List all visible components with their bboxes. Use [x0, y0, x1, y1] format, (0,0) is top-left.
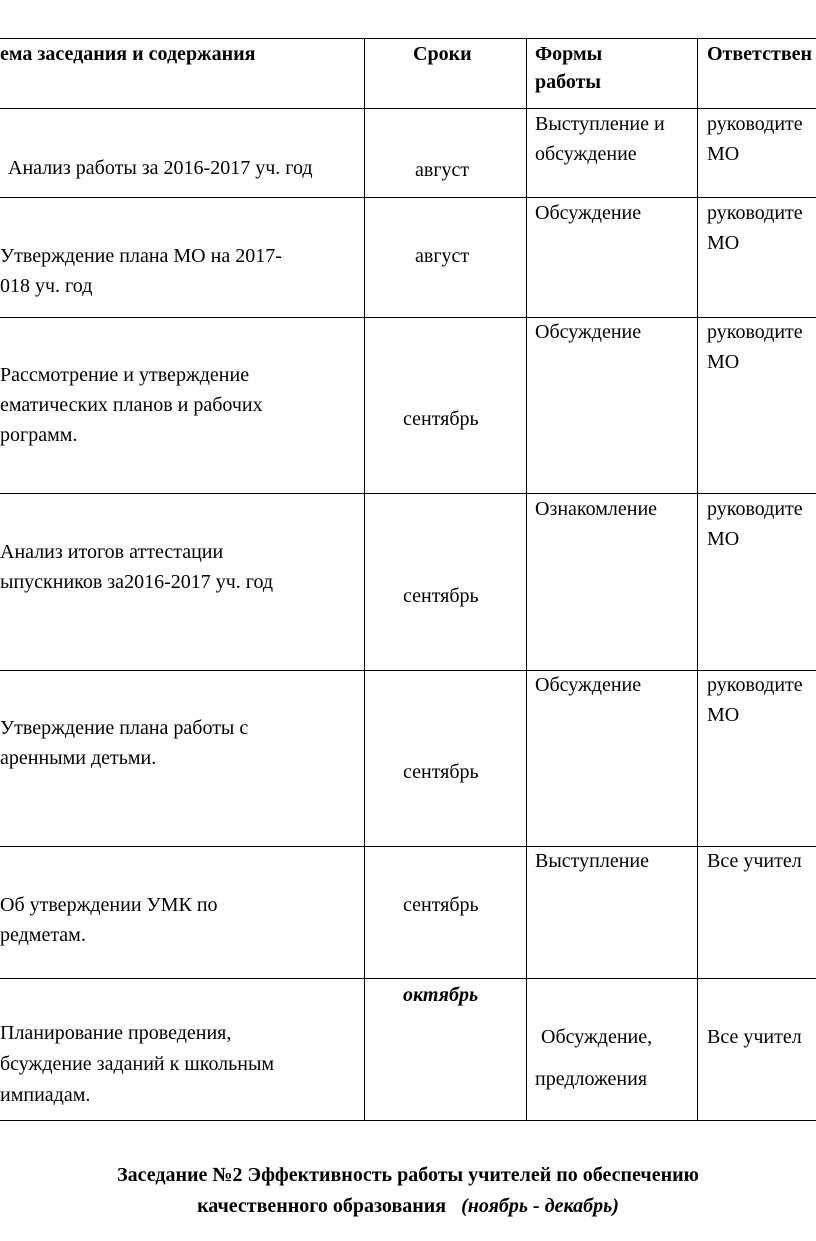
row-term: сентябрь	[403, 408, 479, 430]
row-theme-line: ематических планов и рабочих	[0, 394, 263, 416]
row-form-line: Обсуждение,	[541, 1026, 653, 1048]
column-divider	[526, 38, 527, 1121]
row-responsible-line: МО	[707, 351, 740, 373]
row-responsible-line: МО	[707, 528, 740, 550]
row-theme-line: Об утверждении УМК по	[0, 894, 218, 916]
row-form-line: предложения	[535, 1068, 648, 1090]
section-heading-line1	[0, 1164, 816, 1187]
row-responsible-line: руководите	[707, 321, 803, 343]
row-theme-line: Планирование проведения,	[0, 1022, 232, 1044]
row-form-line: обсуждение	[535, 143, 637, 165]
column-divider	[364, 38, 365, 1121]
row-theme-line: Утверждение плана МО на 2017-	[0, 245, 282, 267]
row-theme-line: импиадам.	[0, 1084, 91, 1106]
row-divider	[0, 108, 816, 109]
row-term: сентябрь	[403, 894, 479, 916]
row-divider	[0, 978, 816, 979]
row-term: сентябрь	[403, 585, 479, 607]
header-term: Сроки	[413, 43, 472, 65]
row-divider	[0, 493, 816, 494]
row-form-line: Обсуждение	[535, 674, 642, 696]
row-divider	[0, 317, 816, 318]
row-form-line: Обсуждение	[535, 202, 642, 224]
row-theme-line: 018 уч. год	[0, 275, 93, 297]
row-responsible-line: руководите	[707, 202, 803, 224]
header-theme: ема заседания и содержания	[0, 43, 256, 65]
row-divider	[0, 846, 816, 847]
row-responsible-line: руководите	[707, 674, 803, 696]
row-term: август	[415, 159, 470, 181]
section-heading-text: Заседание №2 Эффективность работы учителей по обеспечению	[117, 1164, 699, 1186]
header-responsible: Ответствен	[707, 43, 813, 65]
column-divider	[697, 38, 698, 1121]
row-term: август	[415, 245, 470, 267]
row-responsible-line: МО	[707, 704, 740, 726]
section-heading-period: (ноябрь - декабрь)	[461, 1195, 619, 1217]
row-theme-line: бсуждение заданий к школьным	[0, 1053, 275, 1075]
row-responsible-line: руководите	[707, 113, 803, 135]
header-form-line1: Формы	[535, 43, 603, 65]
row-theme-line: редметам.	[0, 924, 86, 946]
row-form-line: Выступление	[535, 850, 649, 872]
row-responsible-line: руководите	[707, 498, 803, 520]
row-divider	[0, 670, 816, 671]
row-responsible-line: МО	[707, 143, 740, 165]
row-responsible-line: Все учител	[707, 1026, 802, 1048]
row-theme-line: Рассмотрение и утверждение	[0, 364, 250, 386]
section-heading-text: качественного образования	[197, 1195, 462, 1217]
row-theme-line: Анализ работы за 2016-2017 уч. год	[8, 157, 313, 179]
row-responsible-line: МО	[707, 232, 740, 254]
row-theme-line: Утверждение плана работы с	[0, 717, 249, 739]
row-form-line: Выступление и	[535, 113, 665, 135]
row-responsible-line: Все учител	[707, 850, 802, 872]
section-heading-line2	[0, 1195, 816, 1218]
row-term: сентябрь	[403, 761, 479, 783]
row-theme-line: аренными детьми.	[0, 747, 157, 769]
row-form-line: Ознакомление	[535, 498, 658, 520]
row-theme-line: Анализ итогов аттестации	[0, 541, 224, 563]
header-form-line2: работы	[535, 71, 602, 93]
row-form-line: Обсуждение	[535, 321, 642, 343]
row-theme-line: ыпускников за2016-2017 уч. год	[0, 571, 274, 593]
row-theme-line: рограмм.	[0, 424, 78, 446]
row-term: октябрь	[403, 984, 479, 1006]
table-border-bottom	[0, 1120, 816, 1121]
row-divider	[0, 197, 816, 198]
